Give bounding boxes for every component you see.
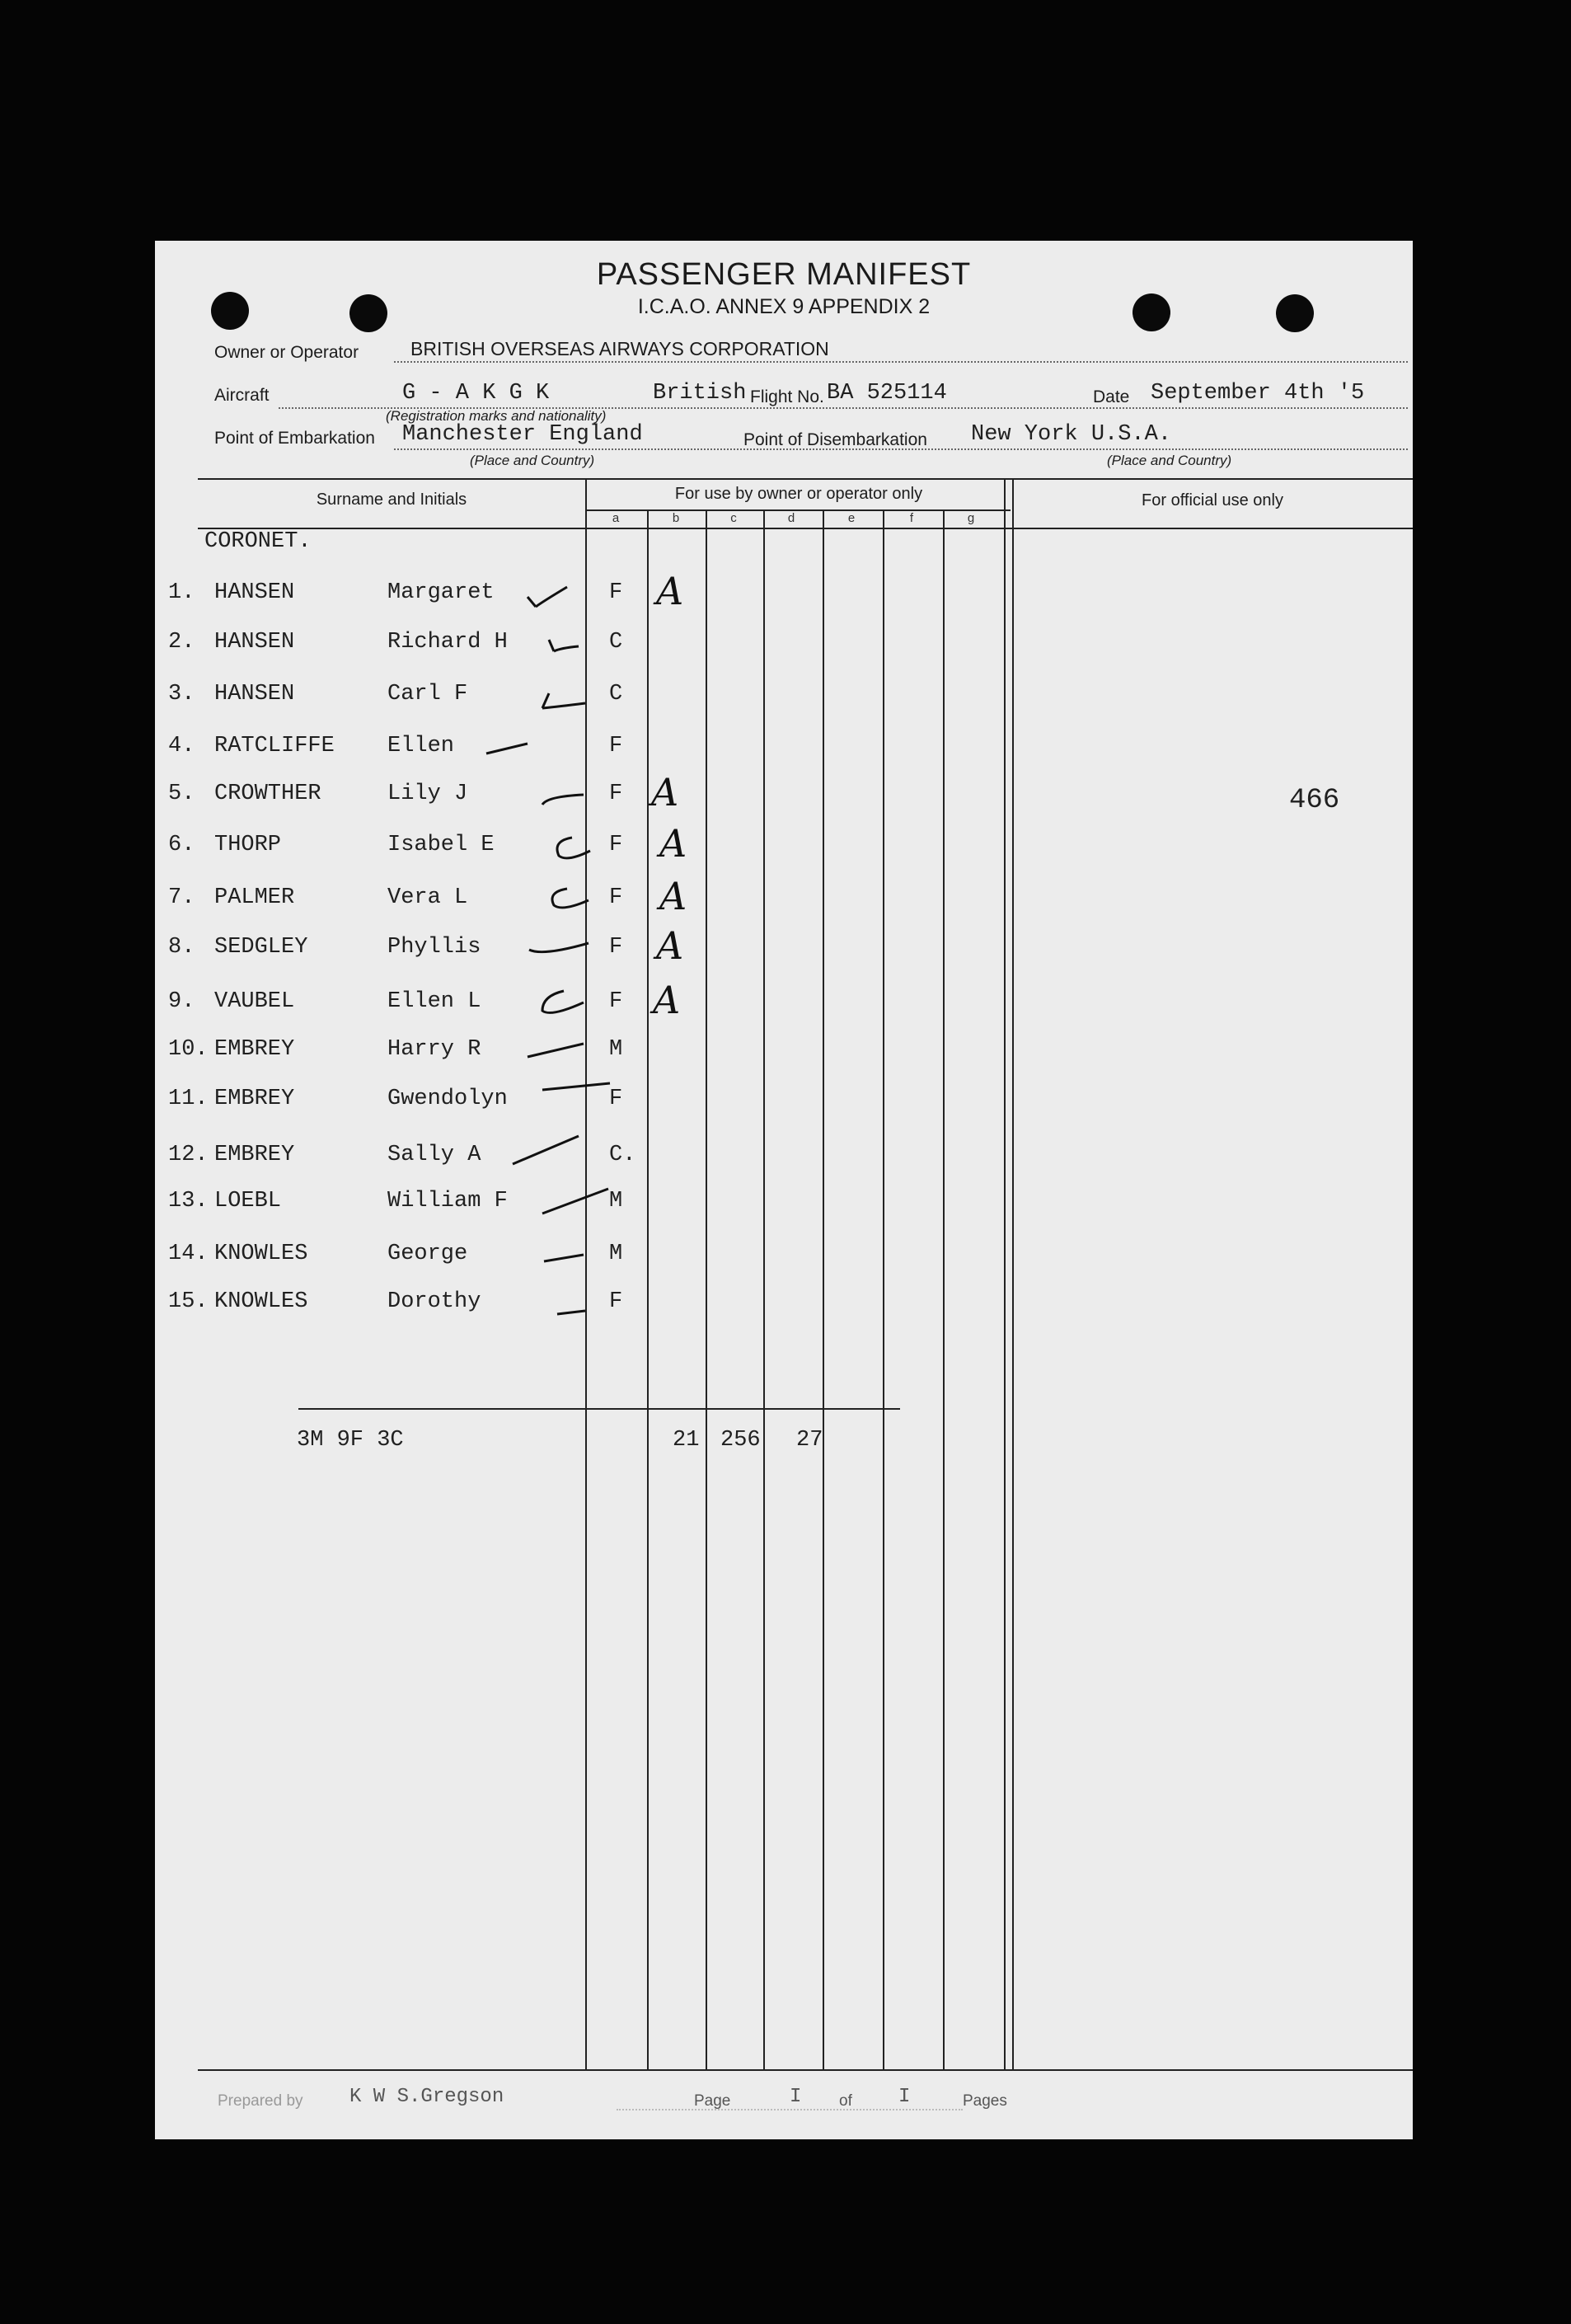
total-col-d: 27 [796,1428,823,1453]
passenger-row-9 [155,978,897,1022]
total-col-b: 21 [673,1428,700,1453]
passenger-surname: PALMER [214,885,295,910]
disembarkation-note: (Place and Country) [1107,453,1232,468]
document-title: PASSENGER MANIFEST [596,257,972,292]
aircraft-nationality: British [653,381,747,406]
passenger-row-6 [155,821,897,866]
dash-mark [155,1087,897,1120]
header-bottom-rule [198,528,1413,529]
dash-mark [155,1143,897,1176]
passenger-sex: M [609,1189,623,1214]
owner-dotted-line [394,361,1408,363]
subcol-a: a [612,511,620,525]
row-number: 1. [168,580,195,605]
group-label: CORONET. [204,529,312,554]
check-mark [155,782,897,815]
passenger-mark: A [653,978,681,1022]
row-number: 12. [168,1143,209,1167]
passenger-sex: M [609,1037,623,1062]
embarkation-dotted-line [394,448,1408,450]
passenger-surname: KNOWLES [214,1242,308,1266]
page-number: I [790,2086,802,2108]
check-mark [155,989,897,1022]
col-rule-official-inner [1012,480,1014,2071]
row-number: 15. [168,1289,209,1314]
totals-rule [298,1408,900,1410]
passenger-given-name: Isabel E [387,833,495,857]
subcol-g: g [967,511,975,525]
dash-mark [155,1242,897,1275]
row-number: 13. [168,1189,209,1214]
dash-mark [155,1189,897,1222]
passenger-given-name: Harry R [387,1037,481,1062]
passenger-sex: F [609,734,623,758]
passenger-given-name: Ellen L [387,989,481,1014]
passenger-surname: THORP [214,833,282,857]
passenger-row-7 [155,874,897,918]
passenger-row-15 [155,1289,897,1322]
passenger-surname: LOEBL [214,1189,282,1214]
embarkation-note: (Place and Country) [470,453,595,468]
check-mark [155,885,897,918]
passenger-sex: M [609,1242,623,1266]
passenger-given-name: William F [387,1189,508,1214]
check-mark [155,935,897,968]
owner-use-header: For use by owner or operator only [674,485,923,503]
passenger-sex: F [609,935,623,960]
row-number: 6. [168,833,195,857]
passenger-row-1 [155,569,897,613]
passenger-surname: SEDGLEY [214,935,308,960]
passenger-surname: VAUBEL [214,989,295,1014]
passenger-surname: HANSEN [214,682,295,707]
passenger-surname: EMBREY [214,1143,295,1167]
subcol-d: d [787,511,795,525]
page-label: Page [694,2092,731,2110]
passenger-mark: A [659,821,687,866]
of-label: of [839,2092,852,2110]
check-mark [155,630,897,663]
date-label: Date [1093,387,1130,406]
passenger-row-11 [155,1087,897,1120]
footer-dotted-line [617,2109,963,2110]
owner-label: Owner or Operator [214,343,359,362]
passenger-given-name: Vera L [387,885,468,910]
pages-label: Pages [963,2092,1007,2110]
passenger-mark: A [656,569,684,613]
dash-mark [155,1289,897,1322]
table-bottom-rule [198,2069,1413,2071]
passenger-surname: EMBREY [214,1037,295,1062]
page-total: I [898,2086,911,2108]
disembarkation-value: New York U.S.A. [971,422,1172,447]
passenger-given-name: Margaret [387,580,495,605]
disembarkation-label: Point of Disembarkation [743,430,927,449]
passenger-row-3 [155,682,897,715]
passenger-row-12 [155,1143,897,1176]
row-number: 5. [168,782,195,806]
row-number: 2. [168,630,195,655]
passenger-sex: C [609,682,623,707]
totals-summary: 3M 9F 3C [297,1428,404,1453]
aircraft-registration: G - A K G K [402,381,550,406]
subcol-e: e [847,511,856,525]
subcol-b: b [672,511,680,525]
embarkation-label: Point of Embarkation [214,429,375,448]
row-number: 4. [168,734,195,758]
passenger-surname: EMBREY [214,1087,295,1111]
passenger-row-13 [155,1189,897,1222]
passenger-sex: C [609,630,623,655]
passenger-row-5 [155,770,897,815]
passenger-given-name: Phyllis [387,935,481,960]
aircraft-label: Aircraft [214,386,270,405]
passenger-given-name: Gwendolyn [387,1087,508,1111]
surname-header: Surname and Initials [316,491,467,509]
passenger-surname: KNOWLES [214,1289,308,1314]
check-mark [155,580,897,613]
document-subtitle: I.C.A.O. ANNEX 9 APPENDIX 2 [637,295,931,318]
passenger-row-10 [155,1037,897,1070]
flight-number: BA 525114 [827,381,947,406]
check-mark [155,682,897,715]
official-number: 466 [1289,785,1340,816]
passenger-given-name: George [387,1242,468,1266]
passenger-given-name: Dorothy [387,1289,481,1314]
passenger-surname: HANSEN [214,580,295,605]
row-number: 3. [168,682,195,707]
row-number: 7. [168,885,195,910]
passenger-mark: A [656,923,684,968]
row-number: 14. [168,1242,209,1266]
flight-label: Flight No. [750,387,824,406]
passenger-sex: C. [609,1143,636,1167]
passenger-sex: F [609,782,623,806]
passenger-given-name: Lily J [387,782,468,806]
subcol-f: f [909,511,914,525]
row-number: 9. [168,989,195,1014]
passenger-given-name: Ellen [387,734,455,758]
row-number: 10. [168,1037,209,1062]
passenger-sex: F [609,989,623,1014]
passenger-sex: F [609,833,623,857]
row-number: 11. [168,1087,209,1111]
passenger-surname: RATCLIFFE [214,734,335,758]
subcol-c: c [730,511,737,525]
registration-note: (Registration marks and nationality) [386,408,607,424]
passenger-mark: A [651,770,679,815]
passenger-sex: F [609,1289,623,1314]
date-value: September 4th '5 [1151,381,1365,406]
col-rule-a [585,480,587,2071]
passenger-row-2 [155,630,897,663]
passenger-sex: F [609,1087,623,1111]
passenger-given-name: Sally A [387,1143,481,1167]
prepared-by-value: K W S.Gregson [349,2086,504,2108]
col-rule-g [943,509,945,2071]
owner-value: BRITISH OVERSEAS AIRWAYS CORPORATION [410,338,829,359]
passenger-given-name: Carl F [387,682,468,707]
total-col-c: 256 [720,1428,761,1453]
passenger-given-name: Richard H [387,630,508,655]
passenger-row-8 [155,923,897,968]
passenger-sex: F [609,580,623,605]
embarkation-value: Manchester England [402,422,643,447]
check-mark [155,833,897,866]
official-use-header: For official use only [1142,491,1283,509]
table-top-rule [198,478,1413,480]
dash-mark [155,1037,897,1070]
passenger-row-4 [155,734,897,767]
row-number: 8. [168,935,195,960]
passenger-mark: A [659,874,687,918]
manifest-sheet [155,241,1413,2139]
passenger-surname: HANSEN [214,630,295,655]
col-rule-official [1004,480,1006,2071]
dash-mark [155,734,897,767]
passenger-sex: F [609,885,623,910]
passenger-row-14 [155,1242,897,1275]
prepared-by-label: Prepared by [218,2092,303,2110]
passenger-surname: CROWTHER [214,782,321,806]
